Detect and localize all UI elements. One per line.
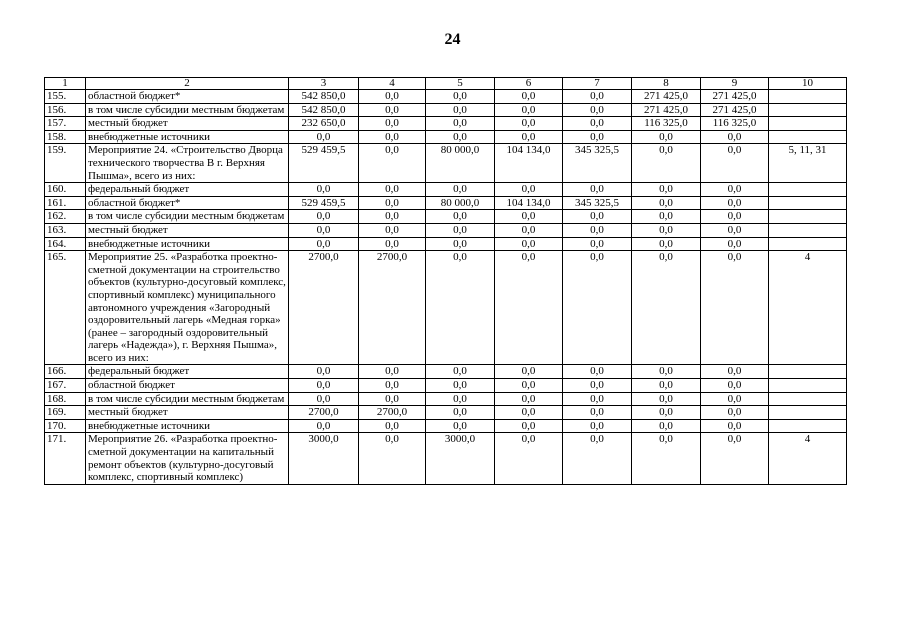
value-cell-c3: 529 459,5 (289, 196, 359, 210)
row-name: внебюджетные источники (86, 419, 289, 433)
column-header: 1 (45, 78, 86, 90)
column-header: 7 (563, 78, 632, 90)
reference-cell (769, 365, 847, 379)
value-cell-c7: 0,0 (563, 365, 632, 379)
value-cell-c9: 271 425,0 (701, 90, 769, 104)
table-row (45, 433, 847, 484)
value-cell-c5: 0,0 (426, 183, 495, 197)
value-cell-c8: 0,0 (632, 237, 701, 251)
reference-cell (769, 406, 847, 420)
table-row (45, 183, 847, 197)
value-cell-c3: 542 850,0 (289, 103, 359, 117)
row-name: внебюджетные источники (86, 130, 289, 144)
value-cell-c6: 0,0 (495, 251, 563, 365)
row-name: в том числе субсидии местным бюджетам (86, 392, 289, 406)
value-cell-c3: 0,0 (289, 210, 359, 224)
value-cell-c6: 0,0 (495, 406, 563, 420)
row-number: 161. (45, 196, 86, 210)
reference-cell (769, 183, 847, 197)
value-cell-c7: 0,0 (563, 210, 632, 224)
value-cell-c4: 0,0 (359, 183, 426, 197)
value-cell-c4: 2700,0 (359, 406, 426, 420)
value-cell-c6: 0,0 (495, 117, 563, 131)
row-name: в том числе субсидии местным бюджетам (86, 210, 289, 224)
value-cell-c9: 0,0 (701, 210, 769, 224)
value-cell-c8: 0,0 (632, 406, 701, 420)
row-number: 158. (45, 130, 86, 144)
value-cell-c8: 0,0 (632, 210, 701, 224)
value-cell-c6: 104 134,0 (495, 196, 563, 210)
row-name: в том числе субсидии местным бюджетам (86, 103, 289, 117)
row-name: Мероприятие 26. «Разработка проектно-сметной документации на капитальный ремонт объектов (культурно-досуговый комплекс, спортивный комплекс) (86, 433, 289, 484)
row-number: 165. (45, 251, 86, 365)
row-number: 155. (45, 90, 86, 104)
value-cell-c3: 0,0 (289, 379, 359, 393)
table-row (45, 223, 847, 237)
value-cell-c8: 0,0 (632, 251, 701, 365)
value-cell-c4: 0,0 (359, 419, 426, 433)
table-row (45, 196, 847, 210)
value-cell-c4: 0,0 (359, 223, 426, 237)
value-cell-c4: 2700,0 (359, 251, 426, 365)
reference-cell (769, 419, 847, 433)
reference-cell (769, 223, 847, 237)
value-cell-c5: 0,0 (426, 90, 495, 104)
reference-cell (769, 392, 847, 406)
value-cell-c9: 0,0 (701, 379, 769, 393)
table-row (45, 117, 847, 131)
row-number: 160. (45, 183, 86, 197)
value-cell-c5: 3000,0 (426, 433, 495, 484)
row-name: федеральный бюджет (86, 183, 289, 197)
row-name: Мероприятие 24. «Строительство Дворца технического творчества В г. Верхняя Пышма», всего из них: (86, 144, 289, 183)
value-cell-c8: 0,0 (632, 379, 701, 393)
reference-cell: 4 (769, 433, 847, 484)
reference-cell (769, 117, 847, 131)
value-cell-c6: 0,0 (495, 392, 563, 406)
value-cell-c5: 80 000,0 (426, 196, 495, 210)
value-cell-c7: 0,0 (563, 130, 632, 144)
value-cell-c5: 0,0 (426, 237, 495, 251)
value-cell-c9: 271 425,0 (701, 103, 769, 117)
row-name: местный бюджет (86, 117, 289, 131)
value-cell-c7: 0,0 (563, 223, 632, 237)
row-name: местный бюджет (86, 406, 289, 420)
table-row (45, 130, 847, 144)
column-header: 8 (632, 78, 701, 90)
column-header: 9 (701, 78, 769, 90)
budget-table (44, 77, 847, 485)
value-cell-c6: 0,0 (495, 90, 563, 104)
table-row (45, 419, 847, 433)
table-row (45, 365, 847, 379)
reference-cell (769, 237, 847, 251)
value-cell-c6: 104 134,0 (495, 144, 563, 183)
value-cell-c9: 116 325,0 (701, 117, 769, 131)
reference-cell (769, 103, 847, 117)
value-cell-c9: 0,0 (701, 144, 769, 183)
value-cell-c4: 0,0 (359, 379, 426, 393)
value-cell-c9: 0,0 (701, 365, 769, 379)
value-cell-c7: 0,0 (563, 90, 632, 104)
table-row (45, 251, 847, 365)
value-cell-c5: 0,0 (426, 117, 495, 131)
row-number: 168. (45, 392, 86, 406)
value-cell-c6: 0,0 (495, 237, 563, 251)
value-cell-c9: 0,0 (701, 237, 769, 251)
row-number: 156. (45, 103, 86, 117)
value-cell-c3: 2700,0 (289, 251, 359, 365)
value-cell-c6: 0,0 (495, 183, 563, 197)
value-cell-c5: 80 000,0 (426, 144, 495, 183)
value-cell-c9: 0,0 (701, 183, 769, 197)
value-cell-c4: 0,0 (359, 130, 426, 144)
value-cell-c4: 0,0 (359, 117, 426, 131)
value-cell-c6: 0,0 (495, 379, 563, 393)
reference-cell: 4 (769, 251, 847, 365)
value-cell-c9: 0,0 (701, 130, 769, 144)
column-header: 4 (359, 78, 426, 90)
row-name: Мероприятие 25. «Разработка проектно-сметной документации на строительство объектов (культурно-досуговый комплекс, спортивный комплекс) муниципального автономного учреждения «Загородный оздоровительный лагерь «Медная горка» (ранее – загородный оздоровительный лагерь «Надежда»), г. Верхняя Пышма», всего из них: (86, 251, 289, 365)
value-cell-c3: 542 850,0 (289, 90, 359, 104)
value-cell-c7: 0,0 (563, 251, 632, 365)
value-cell-c7: 0,0 (563, 379, 632, 393)
value-cell-c7: 0,0 (563, 117, 632, 131)
value-cell-c7: 0,0 (563, 237, 632, 251)
value-cell-c8: 0,0 (632, 365, 701, 379)
value-cell-c8: 271 425,0 (632, 90, 701, 104)
table-header-row (45, 78, 847, 90)
reference-cell (769, 196, 847, 210)
value-cell-c5: 0,0 (426, 406, 495, 420)
value-cell-c3: 0,0 (289, 237, 359, 251)
table-body (45, 90, 847, 485)
table-row (45, 103, 847, 117)
column-header: 3 (289, 78, 359, 90)
value-cell-c8: 116 325,0 (632, 117, 701, 131)
value-cell-c8: 0,0 (632, 433, 701, 484)
value-cell-c3: 2700,0 (289, 406, 359, 420)
value-cell-c8: 0,0 (632, 196, 701, 210)
value-cell-c6: 0,0 (495, 365, 563, 379)
reference-cell (769, 210, 847, 224)
value-cell-c9: 0,0 (701, 251, 769, 365)
value-cell-c8: 0,0 (632, 419, 701, 433)
value-cell-c4: 0,0 (359, 103, 426, 117)
value-cell-c8: 0,0 (632, 130, 701, 144)
column-header: 10 (769, 78, 847, 90)
row-number: 157. (45, 117, 86, 131)
value-cell-c8: 0,0 (632, 223, 701, 237)
row-number: 163. (45, 223, 86, 237)
value-cell-c9: 0,0 (701, 406, 769, 420)
row-number: 166. (45, 365, 86, 379)
value-cell-c5: 0,0 (426, 210, 495, 224)
value-cell-c4: 0,0 (359, 210, 426, 224)
value-cell-c3: 529 459,5 (289, 144, 359, 183)
column-header: 6 (495, 78, 563, 90)
value-cell-c9: 0,0 (701, 196, 769, 210)
table-row (45, 144, 847, 183)
value-cell-c7: 0,0 (563, 419, 632, 433)
row-number: 159. (45, 144, 86, 183)
table-row (45, 379, 847, 393)
value-cell-c7: 345 325,5 (563, 144, 632, 183)
value-cell-c7: 0,0 (563, 183, 632, 197)
row-number: 169. (45, 406, 86, 420)
value-cell-c8: 0,0 (632, 392, 701, 406)
value-cell-c5: 0,0 (426, 379, 495, 393)
row-number: 167. (45, 379, 86, 393)
value-cell-c5: 0,0 (426, 130, 495, 144)
value-cell-c7: 0,0 (563, 433, 632, 484)
table-row (45, 237, 847, 251)
value-cell-c8: 271 425,0 (632, 103, 701, 117)
value-cell-c6: 0,0 (495, 223, 563, 237)
value-cell-c4: 0,0 (359, 365, 426, 379)
row-name: федеральный бюджет (86, 365, 289, 379)
value-cell-c7: 0,0 (563, 103, 632, 117)
row-name: областной бюджет* (86, 90, 289, 104)
value-cell-c8: 0,0 (632, 144, 701, 183)
row-number: 162. (45, 210, 86, 224)
value-cell-c3: 0,0 (289, 365, 359, 379)
reference-cell (769, 90, 847, 104)
table-row (45, 210, 847, 224)
reference-cell (769, 130, 847, 144)
value-cell-c5: 0,0 (426, 103, 495, 117)
row-name: внебюджетные источники (86, 237, 289, 251)
value-cell-c3: 0,0 (289, 223, 359, 237)
value-cell-c3: 232 650,0 (289, 117, 359, 131)
value-cell-c3: 0,0 (289, 419, 359, 433)
value-cell-c4: 0,0 (359, 392, 426, 406)
value-cell-c4: 0,0 (359, 90, 426, 104)
value-cell-c5: 0,0 (426, 419, 495, 433)
value-cell-c9: 0,0 (701, 392, 769, 406)
row-name: областной бюджет (86, 379, 289, 393)
value-cell-c3: 3000,0 (289, 433, 359, 484)
value-cell-c4: 0,0 (359, 144, 426, 183)
value-cell-c3: 0,0 (289, 183, 359, 197)
value-cell-c7: 345 325,5 (563, 196, 632, 210)
value-cell-c9: 0,0 (701, 419, 769, 433)
row-name: областной бюджет* (86, 196, 289, 210)
reference-cell (769, 379, 847, 393)
value-cell-c6: 0,0 (495, 419, 563, 433)
value-cell-c5: 0,0 (426, 365, 495, 379)
reference-cell: 5, 11, 31 (769, 144, 847, 183)
value-cell-c7: 0,0 (563, 406, 632, 420)
value-cell-c3: 0,0 (289, 130, 359, 144)
value-cell-c7: 0,0 (563, 392, 632, 406)
value-cell-c5: 0,0 (426, 251, 495, 365)
row-name: местный бюджет (86, 223, 289, 237)
value-cell-c4: 0,0 (359, 237, 426, 251)
value-cell-c5: 0,0 (426, 392, 495, 406)
value-cell-c6: 0,0 (495, 433, 563, 484)
value-cell-c6: 0,0 (495, 210, 563, 224)
value-cell-c3: 0,0 (289, 392, 359, 406)
value-cell-c5: 0,0 (426, 223, 495, 237)
table-row (45, 90, 847, 104)
column-header: 2 (86, 78, 289, 90)
value-cell-c4: 0,0 (359, 433, 426, 484)
table-row (45, 392, 847, 406)
row-number: 170. (45, 419, 86, 433)
value-cell-c4: 0,0 (359, 196, 426, 210)
row-number: 171. (45, 433, 86, 484)
value-cell-c9: 0,0 (701, 433, 769, 484)
value-cell-c8: 0,0 (632, 183, 701, 197)
value-cell-c9: 0,0 (701, 223, 769, 237)
page-number: 24 (444, 31, 461, 48)
column-header: 5 (426, 78, 495, 90)
row-number: 164. (45, 237, 86, 251)
value-cell-c6: 0,0 (495, 103, 563, 117)
table-row (45, 406, 847, 420)
value-cell-c6: 0,0 (495, 130, 563, 144)
